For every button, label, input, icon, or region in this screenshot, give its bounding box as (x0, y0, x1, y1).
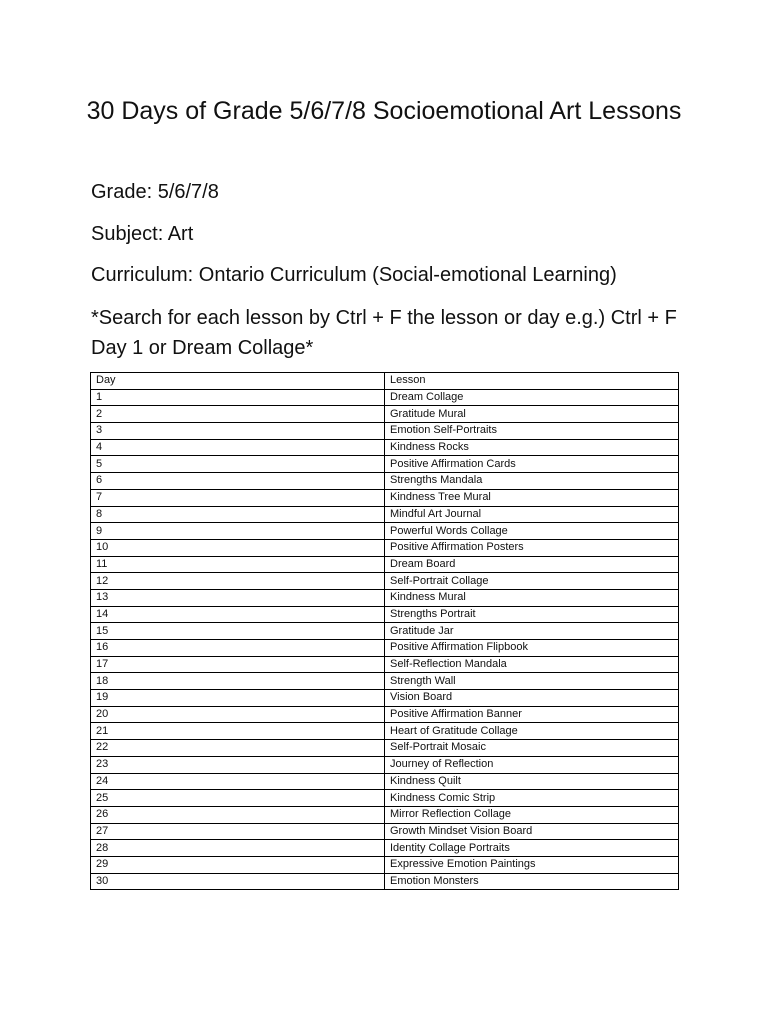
subject-line: Subject: Art (91, 223, 194, 245)
day-cell: 11 (91, 556, 385, 573)
table-row (91, 756, 679, 773)
lesson-cell: Expressive Emotion Paintings (385, 856, 679, 873)
lesson-rows (91, 389, 679, 890)
lesson-cell: Mindful Art Journal (385, 506, 679, 523)
table-row (91, 606, 679, 623)
table-row (91, 706, 679, 723)
table-row (91, 773, 679, 790)
table-row (91, 556, 679, 573)
table-row (91, 790, 679, 807)
day-cell: 23 (91, 756, 385, 773)
day-cell: 17 (91, 656, 385, 673)
table-row (91, 539, 679, 556)
table-row (91, 506, 679, 523)
table-row (91, 456, 679, 473)
day-cell: 29 (91, 856, 385, 873)
day-cell: 24 (91, 773, 385, 790)
day-cell: 30 (91, 873, 385, 890)
day-cell: 22 (91, 740, 385, 757)
lesson-cell: Self-Reflection Mandala (385, 656, 679, 673)
table-row (91, 806, 679, 823)
day-cell: 16 (91, 640, 385, 657)
curriculum-line: Curriculum: Ontario Curriculum (Social-emotional Learning) (91, 264, 617, 286)
lesson-cell: Identity Collage Portraits (385, 840, 679, 857)
day-cell: 28 (91, 840, 385, 857)
day-cell: 14 (91, 606, 385, 623)
lesson-cell: Growth Mindset Vision Board (385, 823, 679, 840)
day-cell: 7 (91, 489, 385, 506)
lesson-cell: Powerful Words Collage (385, 523, 679, 540)
grade-line: Grade: 5/6/7/8 (91, 181, 219, 203)
lesson-cell: Gratitude Jar (385, 623, 679, 640)
day-cell: 8 (91, 506, 385, 523)
table-row (91, 473, 679, 490)
table-row (91, 740, 679, 757)
lesson-cell: Strength Wall (385, 673, 679, 690)
table-row (91, 723, 679, 740)
lesson-cell: Gratitude Mural (385, 406, 679, 423)
table-row (91, 856, 679, 873)
lesson-cell: Positive Affirmation Flipbook (385, 640, 679, 657)
lesson-cell: Kindness Quilt (385, 773, 679, 790)
day-cell: 1 (91, 389, 385, 406)
lesson-cell: Dream Collage (385, 389, 679, 406)
page-title: 30 Days of Grade 5/6/7/8 Socioemotional Art Lessons (86, 97, 682, 125)
table-row (91, 406, 679, 423)
lesson-cell: Strengths Portrait (385, 606, 679, 623)
lesson-cell: Kindness Tree Mural (385, 489, 679, 506)
day-cell: 18 (91, 673, 385, 690)
lesson-cell: Positive Affirmation Posters (385, 539, 679, 556)
day-cell: 19 (91, 690, 385, 707)
table-row (91, 489, 679, 506)
lesson-table (90, 372, 679, 890)
table-row (91, 640, 679, 657)
day-cell: 10 (91, 539, 385, 556)
lesson-cell: Positive Affirmation Cards (385, 456, 679, 473)
search-note: *Search for each lesson by Ctrl + F the lesson or day e.g.) Ctrl + F Day 1 or Dream Collage* (91, 307, 677, 359)
table-row (91, 656, 679, 673)
table-row (91, 423, 679, 440)
lesson-cell: Emotion Self-Portraits (385, 423, 679, 440)
lesson-cell: Emotion Monsters (385, 873, 679, 890)
lesson-cell: Kindness Rocks (385, 439, 679, 456)
day-cell: 3 (91, 423, 385, 440)
lesson-cell: Positive Affirmation Banner (385, 706, 679, 723)
day-cell: 21 (91, 723, 385, 740)
lesson-cell: Kindness Mural (385, 589, 679, 606)
lesson-cell: Journey of Reflection (385, 756, 679, 773)
lesson-cell: Mirror Reflection Collage (385, 806, 679, 823)
table-row (91, 523, 679, 540)
day-cell: 6 (91, 473, 385, 490)
table-row (91, 573, 679, 590)
table-row (91, 623, 679, 640)
table-row (91, 589, 679, 606)
lesson-cell: Vision Board (385, 690, 679, 707)
day-cell: 13 (91, 589, 385, 606)
header-lesson: Lesson (385, 373, 679, 390)
day-cell: 4 (91, 439, 385, 456)
lesson-cell: Dream Board (385, 556, 679, 573)
table-header-row (91, 373, 679, 390)
day-cell: 12 (91, 573, 385, 590)
table-row (91, 690, 679, 707)
day-cell: 9 (91, 523, 385, 540)
day-cell: 5 (91, 456, 385, 473)
lesson-cell: Kindness Comic Strip (385, 790, 679, 807)
table-row (91, 840, 679, 857)
day-cell: 26 (91, 806, 385, 823)
lesson-cell: Self-Portrait Collage (385, 573, 679, 590)
day-cell: 20 (91, 706, 385, 723)
day-cell: 27 (91, 823, 385, 840)
day-cell: 15 (91, 623, 385, 640)
table-row (91, 389, 679, 406)
lesson-cell: Strengths Mandala (385, 473, 679, 490)
header-day: Day (91, 373, 385, 390)
table-row (91, 823, 679, 840)
day-cell: 2 (91, 406, 385, 423)
table-row (91, 873, 679, 890)
day-cell: 25 (91, 790, 385, 807)
table-row (91, 439, 679, 456)
lesson-cell: Heart of Gratitude Collage (385, 723, 679, 740)
table-row (91, 673, 679, 690)
lesson-cell: Self-Portrait Mosaic (385, 740, 679, 757)
